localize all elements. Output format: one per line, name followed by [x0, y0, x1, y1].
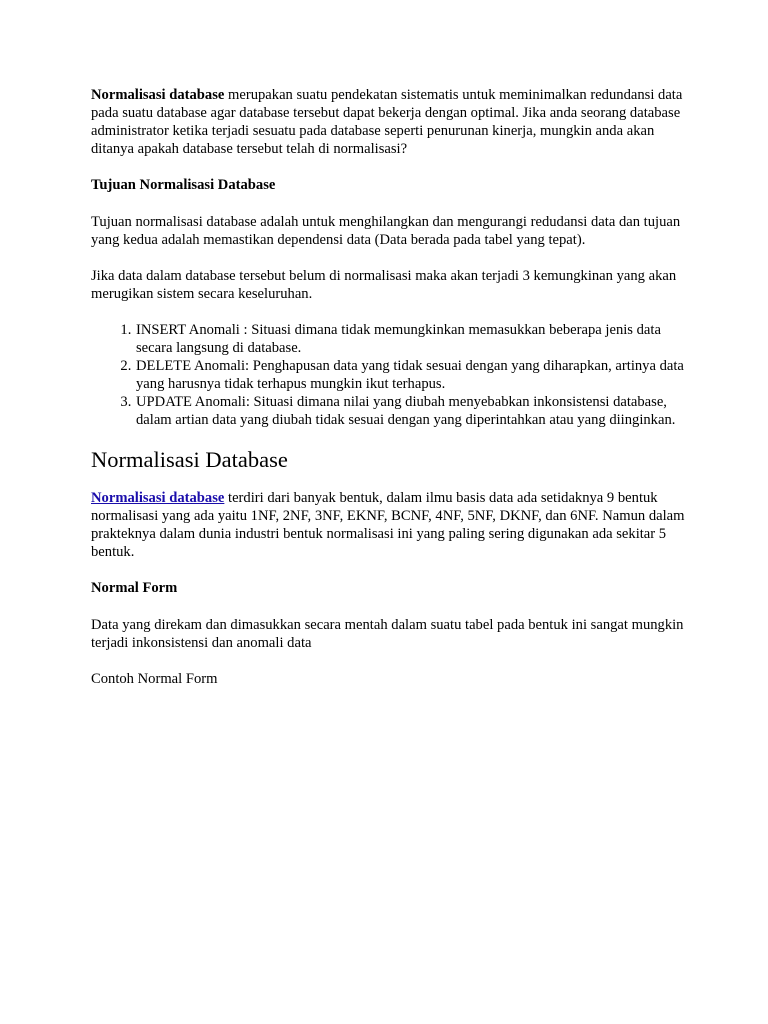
anomaly-list: [91, 321, 691, 429]
intro-paragraph: [91, 86, 691, 158]
anomaly-item-delete: 2. DELETE Anomali: Penghapusan data yang tidak sesuai dengan yang diharapkan, artinya data yang harusnya tidak terhapus mungkin ikut terhapus.: [135, 357, 691, 393]
anomaly-item-insert: 1. INSERT Anomali : Situasi dimana tidak memungkinkan memasukkan beberapa jenis data secara langsung di database.: [135, 321, 691, 357]
section-heading: Normalisasi Database: [91, 447, 288, 472]
document-page: [91, 86, 691, 706]
normalisasi-database-link[interactable]: Normalisasi database: [91, 490, 225, 506]
tujuan-paragraph: Tujuan normalisasi database adalah untuk menghilangkan dan mengurangi redudansi data dan tujuan yang kedua adalah memastikan dependensi data (Data berada pada tabel yang tepat).: [91, 214, 681, 248]
normal-form-heading: Normal Form: [91, 580, 178, 596]
normal-form-example-label: Contoh Normal Form: [91, 671, 218, 687]
section-paragraph-text: terdiri dari banyak bentuk, dalam ilmu basis data ada setidaknya 9 bentuk normalisasi yang ada yaitu 1NF, 2NF, 3NF, EKNF, BCNF, 4NF, 5NF, DKNF, dan 6NF. Namun dalam prakteknya dalam dunia industri bentuk normalisasi ini yang paling sering digunakan ada sekitar 5 bentuk.: [91, 490, 685, 560]
tujuan-heading: Tujuan Normalisasi Database: [91, 177, 276, 193]
intro-bold-term: Normalisasi database: [91, 87, 225, 103]
intro-text: merupakan suatu pendekatan sistematis untuk meminimalkan redundansi data pada suatu database agar database tersebut dapat bekerja dengan optimal. Jika anda seorang database administrator ketika terjadi sesuatu pada database seperti penurunan kinerja, mungkin anda akan ditanya apakah database tersebut telah di normalisasi?: [91, 87, 683, 157]
anomaly-lead-paragraph: Jika data dalam database tersebut belum di normalisasi maka akan terjadi 3 kemungkinan yang akan merugikan sistem secara keseluruhan.: [91, 268, 677, 302]
normal-form-paragraph: Data yang direkam dan dimasukkan secara mentah dalam suatu tabel pada bentuk ini sangat mungkin terjadi inkonsistensi dan anomali data: [91, 617, 684, 651]
anomaly-item-update: 3. UPDATE Anomali: Situasi dimana nilai yang diubah menyebabkan inkonsistensi database, dalam artian data yang diubah tidak sesuai dengan yang diperintahkan atau yang diinginkan.: [135, 393, 691, 429]
section-paragraph: [91, 489, 691, 561]
